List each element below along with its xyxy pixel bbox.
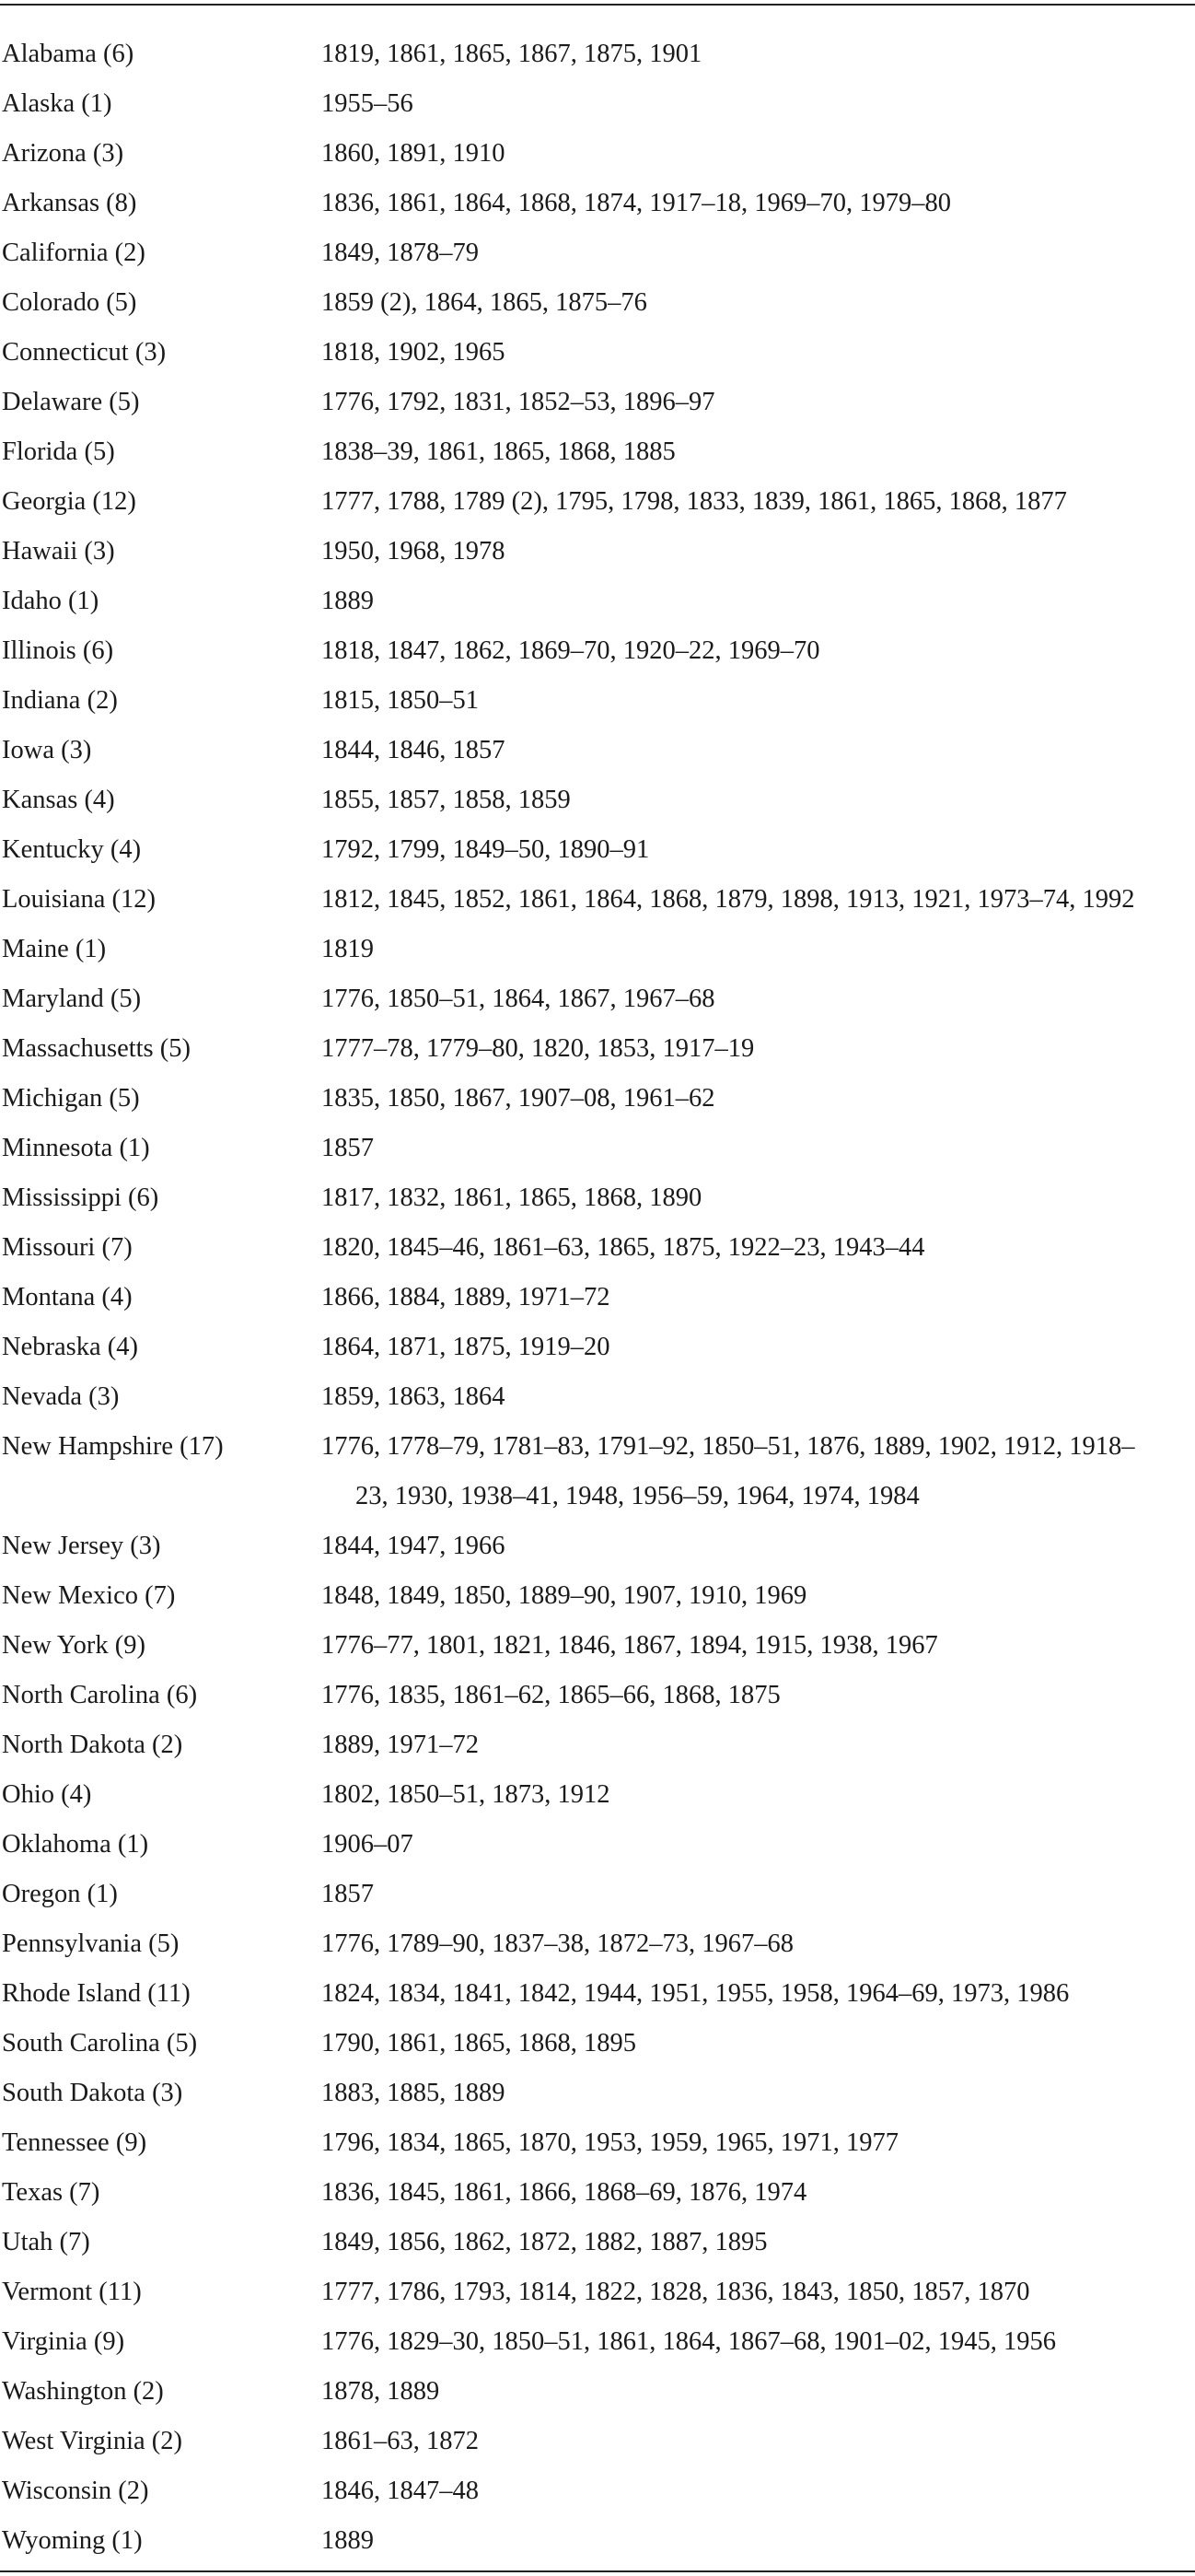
state-name-cell: Montana (4): [2, 1283, 133, 1311]
convention-years-cell: [321, 427, 1195, 477]
state-name-cell: Kansas (4): [2, 786, 115, 814]
state-name-cell: Wyoming (1): [2, 2526, 143, 2555]
table-row: [0, 2118, 1195, 2168]
state-name-cell: Arkansas (8): [2, 189, 137, 217]
state-name-cell: Connecticut (3): [2, 338, 167, 367]
state-name-cell: Vermont (11): [2, 2278, 142, 2306]
table-row: [0, 2516, 1195, 2566]
state-name-cell: New Jersey (3): [2, 1532, 161, 1560]
convention-years-text: 1859 (2), 1864, 1865, 1875–76: [321, 288, 647, 317]
table-row: [0, 2466, 1195, 2516]
table-row: [0, 1273, 1195, 1323]
convention-years-text: 1776, 1789–90, 1837–38, 1872–73, 1967–68: [321, 1929, 794, 1958]
table-row: [0, 676, 1195, 726]
state-name-cell: Missouri (7): [2, 1233, 133, 1262]
table-row: [0, 1919, 1195, 1969]
table-row: [0, 1323, 1195, 1372]
convention-years-text: 1857: [321, 1134, 374, 1162]
convention-years-text: 1792, 1799, 1849–50, 1890–91: [321, 835, 650, 864]
table-row: [0, 2267, 1195, 2317]
state-name-cell: Oregon (1): [2, 1880, 118, 1908]
table-row: [0, 1521, 1195, 1571]
state-name-cell: New Mexico (7): [2, 1581, 176, 1610]
state-name-cell: Maine (1): [2, 935, 107, 963]
convention-years-cell: [321, 1323, 1195, 1372]
state-name-cell: Idaho (1): [2, 587, 99, 615]
convention-years-text: 1955–56: [321, 89, 413, 118]
convention-years-cell: [321, 1919, 1195, 1969]
state-name-cell: Maryland (5): [2, 985, 142, 1013]
state-name-cell: Virginia (9): [2, 2327, 125, 2356]
convention-years-cell: [321, 2466, 1195, 2516]
table-row: [0, 1720, 1195, 1770]
table-row: [0, 825, 1195, 875]
state-name-cell: South Carolina (5): [2, 2029, 198, 2057]
table-row: [0, 328, 1195, 378]
convention-years-cell: [321, 1720, 1195, 1770]
convention-years-text: 1883, 1885, 1889: [321, 2079, 505, 2107]
state-name-cell: North Carolina (6): [2, 1681, 198, 1709]
convention-years-text: 1838–39, 1861, 1865, 1868, 1885: [321, 437, 676, 466]
convention-years-cell: [321, 1223, 1195, 1273]
state-name-cell: Texas (7): [2, 2178, 100, 2207]
convention-years-cell: [321, 875, 1195, 925]
convention-years-cell: [321, 925, 1195, 974]
state-name-cell: Oklahoma (1): [2, 1830, 149, 1859]
convention-years-cell: [321, 1770, 1195, 1820]
convention-years-cell: [321, 527, 1195, 577]
state-name-cell: Minnesota (1): [2, 1134, 150, 1162]
table-row: [0, 1173, 1195, 1223]
convention-years-cell: [321, 1074, 1195, 1124]
table-row: [0, 1671, 1195, 1720]
convention-years-text: 1864, 1871, 1875, 1919–20: [321, 1333, 610, 1361]
convention-years-cell: [321, 1173, 1195, 1223]
table-row: [0, 29, 1195, 79]
table-row: [0, 2417, 1195, 2466]
table-row: [0, 2317, 1195, 2367]
state-name-cell: South Dakota (3): [2, 2079, 183, 2107]
state-name-cell: Nebraska (4): [2, 1333, 138, 1361]
state-name-cell: Indiana (2): [2, 686, 118, 715]
convention-years-cell: [321, 1571, 1195, 1621]
convention-years-text: 1776, 1792, 1831, 1852–53, 1896–97: [321, 388, 715, 416]
convention-years-cell: [321, 1820, 1195, 1870]
convention-years-cell: [321, 79, 1195, 129]
convention-years-cell: [321, 1422, 1195, 1521]
table-row: [0, 378, 1195, 427]
convention-years-text: 1866, 1884, 1889, 1971–72: [321, 1283, 610, 1311]
convention-years-cell: [321, 1124, 1195, 1173]
state-name-cell: West Virginia (2): [2, 2427, 182, 2455]
state-name-cell: Utah (7): [2, 2228, 90, 2256]
table-row: [0, 875, 1195, 925]
state-name-cell: Ohio (4): [2, 1780, 92, 1809]
table-row: [0, 179, 1195, 228]
convention-years-text: 1815, 1850–51: [321, 686, 479, 715]
table-row: [0, 129, 1195, 179]
convention-years-cell: [321, 2168, 1195, 2218]
convention-years-text: 1855, 1857, 1858, 1859: [321, 786, 571, 814]
convention-years-text: 1776, 1835, 1861–62, 1865–66, 1868, 1875: [321, 1681, 781, 1709]
convention-years-cell: [321, 1372, 1195, 1422]
table-row: [0, 1074, 1195, 1124]
state-name-cell: Georgia (12): [2, 487, 136, 516]
table-row: [0, 775, 1195, 825]
table-row: [0, 1621, 1195, 1671]
table-row: [0, 2019, 1195, 2069]
state-name-cell: Tennessee (9): [2, 2128, 147, 2157]
convention-years-text: 1776, 1778–79, 1781–83, 1791–92, 1850–51, 1876, 1889, 1902, 1912, 1918–: [321, 1432, 1135, 1461]
convention-years-cell: [321, 129, 1195, 179]
state-name-cell: Alabama (6): [2, 40, 134, 68]
convention-years-text: 1777, 1786, 1793, 1814, 1822, 1828, 1836, 1843, 1850, 1857, 1870: [321, 2278, 1030, 2306]
convention-years-text: 1844, 1846, 1857: [321, 736, 505, 764]
convention-years-cell: [321, 378, 1195, 427]
table-row: [0, 1422, 1195, 1521]
convention-years-cell: [321, 29, 1195, 79]
convention-years-cell: [321, 2019, 1195, 2069]
state-name-cell: Louisiana (12): [2, 885, 156, 914]
convention-years-text: 1906–07: [321, 1830, 413, 1859]
convention-years-cell: [321, 726, 1195, 775]
state-name-cell: Colorado (5): [2, 288, 137, 317]
convention-years-cell: [321, 328, 1195, 378]
convention-years-text: 1889: [321, 587, 374, 615]
state-name-cell: New York (9): [2, 1631, 145, 1660]
convention-years-cell: [321, 2417, 1195, 2466]
convention-years-text: 1818, 1902, 1965: [321, 338, 505, 367]
convention-years-cell: [321, 1024, 1195, 1074]
table-row: [0, 2367, 1195, 2417]
table-row: [0, 925, 1195, 974]
table-row: [0, 1372, 1195, 1422]
convention-years-cell: [321, 825, 1195, 875]
table-row: [0, 527, 1195, 577]
convention-years-text: 1836, 1845, 1861, 1866, 1868–69, 1876, 1974: [321, 2178, 807, 2207]
table-row: [0, 2069, 1195, 2118]
table-row: [0, 1969, 1195, 2019]
state-name-cell: Kentucky (4): [2, 835, 142, 864]
convention-years-cell: [321, 2317, 1195, 2367]
state-name-cell: New Hampshire (17): [2, 1432, 224, 1461]
convention-years-text: 1849, 1856, 1862, 1872, 1882, 1887, 1895: [321, 2228, 768, 2256]
convention-years-cell: [321, 577, 1195, 626]
convention-years-cell: [321, 676, 1195, 726]
convention-years-cell: [321, 477, 1195, 527]
state-name-cell: North Dakota (2): [2, 1731, 183, 1759]
state-name-cell: Massachusetts (5): [2, 1034, 191, 1063]
table-row: [0, 1571, 1195, 1621]
table-row: [0, 1820, 1195, 1870]
state-name-cell: Wisconsin (2): [2, 2477, 149, 2505]
convention-years-text: 1812, 1845, 1852, 1861, 1864, 1868, 1879, 1898, 1913, 1921, 1973–74, 1992: [321, 885, 1135, 914]
state-name-cell: Delaware (5): [2, 388, 140, 416]
convention-years-text: 1848, 1849, 1850, 1889–90, 1907, 1910, 1969: [321, 1581, 807, 1610]
convention-years-text: 1817, 1832, 1861, 1865, 1868, 1890: [321, 1183, 702, 1212]
table-row: [0, 1124, 1195, 1173]
table-row: [0, 2218, 1195, 2267]
convention-years-text: 1776, 1829–30, 1850–51, 1861, 1864, 1867–68, 1901–02, 1945, 1956: [321, 2327, 1056, 2356]
state-name-cell: Rhode Island (11): [2, 1979, 191, 2008]
state-name-cell: Mississippi (6): [2, 1183, 159, 1212]
convention-years-cell: [321, 1870, 1195, 1919]
state-name-cell: Illinois (6): [2, 636, 114, 665]
table-row: [0, 427, 1195, 477]
convention-years-cell: [321, 1621, 1195, 1671]
convention-years-text: 1857: [321, 1880, 374, 1908]
convention-years-text: 1819: [321, 935, 374, 963]
state-name-cell: Pennsylvania (5): [2, 1929, 180, 1958]
state-name-cell: Arizona (3): [2, 139, 124, 168]
convention-years-text: 1835, 1850, 1867, 1907–08, 1961–62: [321, 1084, 715, 1113]
table-row: [0, 278, 1195, 328]
table-row: [0, 626, 1195, 676]
convention-years-cell: [321, 1671, 1195, 1720]
convention-years-text: 1844, 1947, 1966: [321, 1532, 505, 1560]
convention-years-cell: [321, 626, 1195, 676]
convention-years-cell: [321, 179, 1195, 228]
convention-years-text: 1836, 1861, 1864, 1868, 1874, 1917–18, 1969–70, 1979–80: [321, 189, 951, 217]
state-name-cell: Iowa (3): [2, 736, 92, 764]
convention-years-cell: [321, 2367, 1195, 2417]
convention-years-text: 1878, 1889: [321, 2377, 440, 2406]
convention-years-cell: [321, 2118, 1195, 2168]
convention-years-text: 1860, 1891, 1910: [321, 139, 505, 168]
convention-years-text: 1790, 1861, 1865, 1868, 1895: [321, 2029, 636, 2057]
state-name-cell: California (2): [2, 239, 145, 267]
convention-years-text: 1849, 1878–79: [321, 239, 479, 267]
convention-years-cell: [321, 2267, 1195, 2317]
table-top-rule: [0, 4, 1195, 6]
convention-years-text: 1889, 1971–72: [321, 1731, 479, 1759]
convention-years-text: 1950, 1968, 1978: [321, 537, 505, 565]
table-row: [0, 1770, 1195, 1820]
table-row: [0, 726, 1195, 775]
convention-years-cell: [321, 1521, 1195, 1571]
convention-years-text: 1859, 1863, 1864: [321, 1382, 505, 1411]
convention-years-text: 1861–63, 1872: [321, 2427, 479, 2455]
convention-years-cell: [321, 228, 1195, 278]
table-row: [0, 1024, 1195, 1074]
convention-years-cell: [321, 278, 1195, 328]
convention-years-cell: [321, 775, 1195, 825]
state-name-cell: Hawaii (3): [2, 537, 115, 565]
convention-years-text: 1776, 1850–51, 1864, 1867, 1967–68: [321, 985, 715, 1013]
state-name-cell: Nevada (3): [2, 1382, 120, 1411]
convention-years-text: 1889: [321, 2526, 374, 2555]
state-name-cell: Michigan (5): [2, 1084, 140, 1113]
table-row: [0, 228, 1195, 278]
convention-years-continuation: 23, 1930, 1938–41, 1948, 1956–59, 1964, 1974, 1984: [355, 1482, 920, 1510]
state-name-cell: Washington (2): [2, 2377, 164, 2406]
convention-years-text: 1824, 1834, 1841, 1842, 1944, 1951, 1955, 1958, 1964–69, 1973, 1986: [321, 1979, 1070, 2008]
convention-years-text: 1820, 1845–46, 1861–63, 1865, 1875, 1922–23, 1943–44: [321, 1233, 925, 1262]
table-row: [0, 477, 1195, 527]
table-row: [0, 974, 1195, 1024]
convention-years-text: 1777, 1788, 1789 (2), 1795, 1798, 1833, 1839, 1861, 1865, 1868, 1877: [321, 487, 1067, 516]
convention-years-cell: [321, 974, 1195, 1024]
convention-years-text: 1777–78, 1779–80, 1820, 1853, 1917–19: [321, 1034, 755, 1063]
table-row: [0, 2168, 1195, 2218]
convention-years-text: 1796, 1834, 1865, 1870, 1953, 1959, 1965, 1971, 1977: [321, 2128, 899, 2157]
state-name-cell: Alaska (1): [2, 89, 112, 118]
convention-years-cell: [321, 1273, 1195, 1323]
table-row: [0, 79, 1195, 129]
table-row: [0, 1223, 1195, 1273]
convention-years-cell: [321, 2069, 1195, 2118]
convention-years-text: 1802, 1850–51, 1873, 1912: [321, 1780, 610, 1809]
convention-years-cell: [321, 2218, 1195, 2267]
convention-years-text: 1818, 1847, 1862, 1869–70, 1920–22, 1969–70: [321, 636, 820, 665]
convention-years-text: 1819, 1861, 1865, 1867, 1875, 1901: [321, 40, 702, 68]
convention-years-cell: [321, 1969, 1195, 2019]
table-bottom-rule: [0, 2570, 1195, 2572]
convention-years-cell: [321, 2516, 1195, 2566]
convention-years-text: 1776–77, 1801, 1821, 1846, 1867, 1894, 1915, 1938, 1967: [321, 1631, 938, 1660]
state-name-cell: Florida (5): [2, 437, 115, 466]
table-body: [0, 29, 1195, 2566]
table-row: [0, 1870, 1195, 1919]
convention-years-text: 1846, 1847–48: [321, 2477, 479, 2505]
table-row: [0, 577, 1195, 626]
